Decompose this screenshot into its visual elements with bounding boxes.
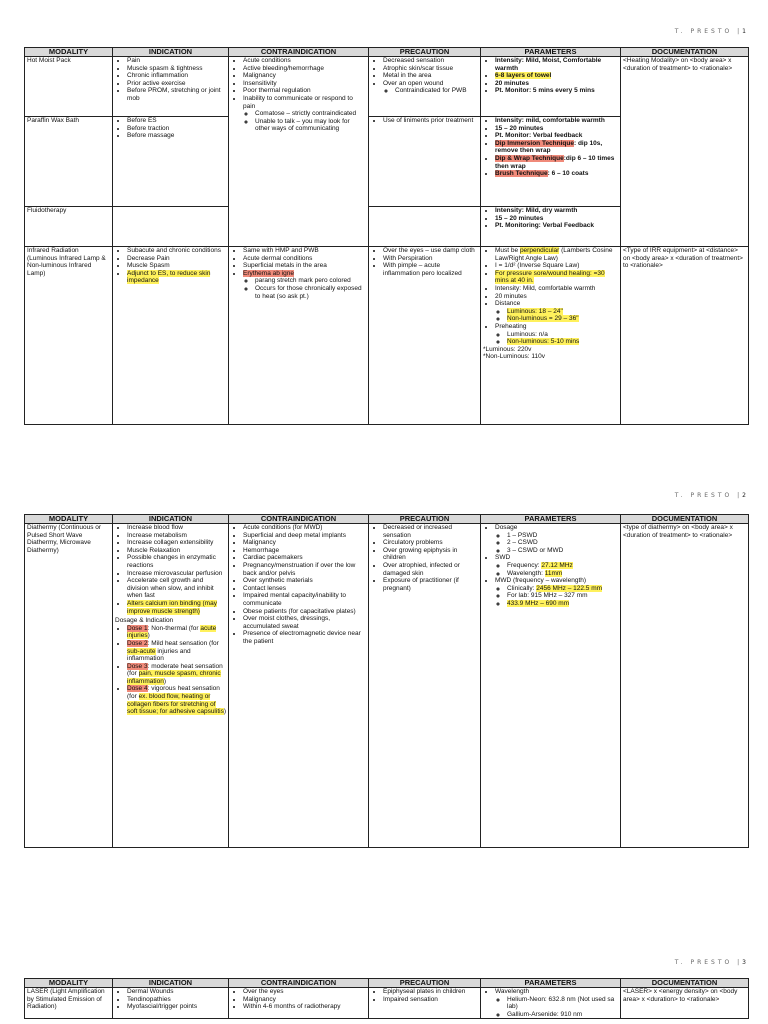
modality-table xyxy=(24,978,749,1019)
list-item: ◦ Gallium-Arsenide: 910 nm xyxy=(507,1011,618,1019)
list-item-text: SWD xyxy=(495,554,511,562)
list-item: • Before traction xyxy=(127,125,226,133)
table-header-row xyxy=(25,48,749,57)
list-item: • Pt. Monitor: Verbal feedback xyxy=(495,132,618,140)
list-item: ◦ Occurs for those chronically exposed to heat (so ask pt.) xyxy=(255,285,366,300)
list-item xyxy=(127,270,226,285)
list-item: • Circulatory problems xyxy=(383,539,478,547)
list-item: • Pregnancy/menstruation if over the low back and/or pelvis xyxy=(243,562,366,577)
highlight: Erythema ab igne xyxy=(243,269,294,277)
list-item xyxy=(507,570,618,578)
list-item-text: : moderate heat sensation (for xyxy=(127,662,223,678)
list-item: • Decrease Pain xyxy=(127,255,226,263)
documentation-cell: <Type of IRR equipment> at <distance> on <body area> x <duration of treatment> to <rationale> xyxy=(621,247,749,425)
list-item xyxy=(127,640,226,663)
highlight: Non-luminous: 5-10 mins xyxy=(507,338,580,346)
col-indication: INDICATION xyxy=(113,979,229,988)
highlight: Dose 3 xyxy=(127,662,148,670)
parameters-cell xyxy=(481,57,621,117)
indication-cell xyxy=(113,524,229,848)
list-item-text: Dosage xyxy=(495,524,518,531)
list-item-text: Preheating xyxy=(495,322,527,330)
col-indication: INDICATION xyxy=(113,48,229,57)
list-item: • Intensity: mild, comfortable warmth xyxy=(495,117,618,125)
list-item: • Increase blood flow xyxy=(127,524,226,532)
list-item xyxy=(495,300,618,323)
list-item xyxy=(127,685,226,715)
list-item: • Chronic inflammation xyxy=(127,72,226,80)
list-item: • Before PROM, stretching or joint mob xyxy=(127,87,226,102)
list-item: • Muscle spasm & tightness xyxy=(127,65,226,73)
list-item: • Muscle Spasm xyxy=(127,262,226,270)
modality-cell: Hot Moist Pack xyxy=(25,57,113,117)
list-item: • Increase collagen extensibility xyxy=(127,539,226,547)
list-item: ◦ For lab: 915 MHz – 327 mm xyxy=(507,592,618,600)
list-item xyxy=(507,562,618,570)
list-item-text: (Lamberts Cosine Law/Right Angle Law) xyxy=(495,247,613,262)
list-item xyxy=(495,247,618,262)
list-item xyxy=(495,170,618,178)
page-header: T. PRESTO |2 xyxy=(674,492,746,499)
highlight: perpendicular xyxy=(519,247,560,254)
page-header: T. PRESTO |3 xyxy=(674,959,746,966)
highlight: 27.12 MHz xyxy=(541,561,573,569)
list-item-text: ) xyxy=(163,677,167,685)
documentation-cell: <type of diathermy> on <body area> x <duration of treatment> to <rationale> xyxy=(621,524,749,848)
col-indication: INDICATION xyxy=(113,515,229,524)
documentation-cell: <Heating Modality> on <body area> x <duration of treatment> to <rationale> xyxy=(621,57,749,247)
list-item: • Pt. Monitor: 5 mins every 5 mins xyxy=(495,87,618,95)
list-item xyxy=(243,95,366,133)
highlight: Dose 1 xyxy=(127,624,148,632)
list-item: • Over atrophied, infected or damaged skin xyxy=(383,562,478,577)
list-item: • Use of liniments prior treatment xyxy=(383,117,478,125)
highlight: sub-acute xyxy=(127,647,156,655)
list-item xyxy=(507,600,618,608)
highlight: Luminous: 18 – 24" xyxy=(507,307,563,315)
highlight: acute injuries xyxy=(127,624,217,640)
parameters-cell xyxy=(481,247,621,425)
list-item: • I = 1/d² (Inverse Square Law) xyxy=(495,262,618,270)
col-modality: MODALITY xyxy=(25,48,113,57)
list-item: • 20 minutes xyxy=(495,293,618,301)
list-item xyxy=(495,72,618,80)
list-item: • Increase metabolism xyxy=(127,532,226,540)
list-item: • Insensitivity xyxy=(243,80,366,88)
parameters-cell xyxy=(481,207,621,247)
list-item: • Decreased or increased sensation xyxy=(383,524,478,539)
col-documentation: DOCUMENTATION xyxy=(621,979,749,988)
list-item: • Metal in the area xyxy=(383,72,478,80)
list-item: • Intensity: Mild, Moist, Comfortable warmth xyxy=(495,57,618,72)
list-item: • Before ES xyxy=(127,117,226,125)
list-item: • Over growing epiphysis in children xyxy=(383,547,478,562)
parameters-cell xyxy=(481,524,621,848)
list-item-text: : vigorous heat sensation (for xyxy=(127,685,220,701)
precaution-cell xyxy=(369,207,481,247)
note: *Luminous: 220v xyxy=(483,345,532,353)
list-item: • Impaired sensation xyxy=(383,996,478,1004)
list-item: ◦ parang stretch mark pero colored xyxy=(255,277,366,285)
list-item: • Accelerate cell growth and division when slow, and inhibit when fast xyxy=(127,577,226,600)
list-item xyxy=(495,554,618,577)
col-precaution: PRECAUTION xyxy=(369,48,481,57)
list-item-text: MWD (frequency – wavelength) xyxy=(495,577,587,585)
col-documentation: DOCUMENTATION xyxy=(621,48,749,57)
col-precaution: PRECAUTION xyxy=(369,515,481,524)
list-item xyxy=(243,270,366,300)
table-header-row xyxy=(25,979,749,988)
list-item: ◦ Helium-Neon: 632.8 nm (Not used sa lab) xyxy=(507,996,618,1011)
table-row xyxy=(25,247,749,425)
list-item: • 15 – 20 minutes xyxy=(495,125,618,133)
list-item xyxy=(127,625,226,640)
col-contraindication: CONTRAINDICATION xyxy=(229,48,369,57)
highlight: For pressure sore/wound healing: =30 mins at 40 in. xyxy=(495,269,605,285)
list-item: • Atrophic skin/scar tissue xyxy=(383,65,478,73)
highlight: ex. blood flow, heating or collagen fibers for stretching of soft tissue; for adhesive capsulitis xyxy=(127,693,224,716)
precaution-cell xyxy=(369,117,481,207)
list-item: • Superficial and deep metal implants xyxy=(243,532,366,540)
list-item: • Possible changes in enzymatic reactions xyxy=(127,554,226,569)
list-item: • Increase microvascular perfusion xyxy=(127,570,226,578)
list-item-text: ) xyxy=(223,708,226,716)
list-item: • Epiphyseal plates in children xyxy=(383,988,478,996)
list-item: • Cardiac pacemakers xyxy=(243,554,366,562)
list-item: • Acute dermal conditions xyxy=(243,255,366,263)
contraindication-cell xyxy=(229,524,369,848)
highlight: Brush Technique xyxy=(495,170,548,178)
list-item: • Presence of electromagnetic device near the patient xyxy=(243,630,366,645)
list-item-text: Wavelength xyxy=(495,988,530,995)
list-item-text: ) xyxy=(147,632,150,640)
list-item xyxy=(495,140,618,155)
list-item: ◦ Luminous: n/a xyxy=(507,331,618,339)
highlight: 2456 MHz – 122.5 mm xyxy=(536,584,603,592)
list-item: ◦ Unable to talk – you may look for other ways of communicating xyxy=(255,118,366,133)
list-item-text: Frequency: xyxy=(507,561,542,569)
precaution-cell xyxy=(369,988,481,1019)
list-item-text: Clinically: xyxy=(507,584,537,592)
contraindication-cell xyxy=(229,988,369,1019)
precaution-cell xyxy=(369,57,481,117)
list-item: • Poor thermal regulation xyxy=(243,87,366,95)
table-header-row xyxy=(25,515,749,524)
note: *Non-Luminous: 110v xyxy=(483,353,546,361)
list-item-text: : 6 – 10 coats xyxy=(547,170,589,178)
modality-cell: LASER (Light Amplification by Stimulated Emission of Radiation) xyxy=(25,988,113,1019)
table-row xyxy=(25,988,749,1019)
list-item: • Acute conditions (for MWD) xyxy=(243,524,366,532)
table-row xyxy=(25,524,749,848)
list-item: • Superficial metals in the area xyxy=(243,262,366,270)
list-item: • Over the eyes – use damp cloth xyxy=(383,247,478,255)
highlight: pain, muscle spasm, chronic inflammation xyxy=(127,670,221,685)
list-item: • With Perspiration xyxy=(383,255,478,263)
modality-cell: Fluidotherapy xyxy=(25,207,113,247)
list-item xyxy=(495,155,618,170)
col-modality: MODALITY xyxy=(25,979,113,988)
indication-cell xyxy=(113,247,229,425)
highlight: 433.9 MHz – 690 mm xyxy=(507,599,570,607)
list-item xyxy=(495,988,618,1018)
list-item: ◦ 2 – CSWD xyxy=(507,539,618,547)
list-item: • Intensity: Mild, dry warmth xyxy=(495,207,618,215)
list-item: • Pt. Monitoring: Verbal Feedback xyxy=(495,222,618,230)
page-header: T. PRESTO |1 xyxy=(674,28,746,35)
indication-cell xyxy=(113,207,229,247)
subheading: Dosage & Indication xyxy=(115,617,174,625)
list-item-text: Distance xyxy=(495,300,521,308)
highlight: 6-8 layers of towel xyxy=(495,72,552,80)
list-item: • Tendinopathies xyxy=(127,996,226,1004)
list-item: • 20 minutes xyxy=(495,80,618,88)
highlight: Adjunct to ES, to reduce skin impedance xyxy=(127,269,211,285)
list-item: • Intensity: Mild, comfortable warmth xyxy=(495,285,618,293)
list-item: • Hemorrhage xyxy=(243,547,366,555)
list-item xyxy=(495,270,618,285)
list-item: • Acute conditions xyxy=(243,57,366,65)
list-item: ◦ 3 – CSWD or MWD xyxy=(507,547,618,555)
list-item-text: : Non-thermal (for xyxy=(147,624,201,632)
modality-cell: Infrared Radiation (Luminous Infrared Lamp & Non-luminous Infrared Lamp) xyxy=(25,247,113,425)
precaution-cell xyxy=(369,524,481,848)
list-item xyxy=(495,577,618,607)
highlight: Non-luminous = 29 – 36" xyxy=(507,315,579,323)
list-item-text: : Mild heat sensation (for xyxy=(147,639,219,647)
col-documentation: DOCUMENTATION xyxy=(621,515,749,524)
list-item: • Contact lenses xyxy=(243,585,366,593)
list-item: • Muscle Relaxation xyxy=(127,547,226,555)
list-item: • Decreased sensation xyxy=(383,57,478,65)
indication-cell xyxy=(113,988,229,1019)
list-item: • Malignancy xyxy=(243,996,366,1004)
highlight: 11mm xyxy=(544,569,563,577)
list-item xyxy=(507,315,618,323)
list-item: • Over the eyes xyxy=(243,988,366,996)
list-item xyxy=(495,524,618,554)
highlight: Dip & Wrap Technique xyxy=(495,154,564,162)
list-item: ◦ Comatose – strictly contraindicated xyxy=(255,110,366,118)
col-precaution: PRECAUTION xyxy=(369,979,481,988)
col-parameters: PARAMETERS xyxy=(481,979,621,988)
indication-cell xyxy=(113,57,229,117)
list-item: • Malignancy xyxy=(243,72,366,80)
highlight: Dip Immersion Technique xyxy=(495,139,574,147)
list-item: • Subacute and chronic conditions xyxy=(127,247,226,255)
parameters-cell xyxy=(481,988,621,1019)
col-parameters: PARAMETERS xyxy=(481,515,621,524)
list-item: • Dermal Wounds xyxy=(127,988,226,996)
col-parameters: PARAMETERS xyxy=(481,48,621,57)
modality-table xyxy=(24,47,749,425)
list-item: • Myofascial/trigger points xyxy=(127,1003,226,1011)
col-contraindication: CONTRAINDICATION xyxy=(229,979,369,988)
list-item: • Over moist clothes, dressings, accumulated sweat xyxy=(243,615,366,630)
list-item xyxy=(507,308,618,316)
modality-table xyxy=(24,514,749,848)
indication-cell xyxy=(113,117,229,207)
col-contraindication: CONTRAINDICATION xyxy=(229,515,369,524)
contraindication-cell xyxy=(229,247,369,425)
list-item: • Same with HMP and PWB xyxy=(243,247,366,255)
list-item-text: Wavelength: xyxy=(507,569,545,577)
list-item xyxy=(507,585,618,593)
table-row xyxy=(25,57,749,117)
list-item: • Before massage xyxy=(127,132,226,140)
documentation-cell: <LASER> x <energy density> on <body area> x <duration> to <rationale> xyxy=(621,988,749,1019)
list-item: • Within 4-6 months of radiotherapy xyxy=(243,1003,366,1011)
list-item: ◦ Contraindicated for PWB xyxy=(395,87,478,95)
list-item-text: injuries and inflammation xyxy=(127,647,191,663)
highlight: Alters calcium ion binding (may improve muscle strength) xyxy=(127,599,217,615)
col-modality: MODALITY xyxy=(25,515,113,524)
list-item: • Malignancy xyxy=(243,539,366,547)
contraindication-cell xyxy=(229,57,369,247)
list-item: • Obese patients (for capacitative plates) xyxy=(243,608,366,616)
modality-cell: Diathermy (Continuous or Pulsed Short Wave Diathermy, Microwave Diathermy) xyxy=(25,524,113,848)
list-item-text: Inability to communicate or respond to pain xyxy=(243,94,353,110)
list-item xyxy=(495,323,618,346)
list-item xyxy=(507,338,618,346)
list-item xyxy=(127,663,226,686)
list-item-text: :dip 6 – 10 times then wrap xyxy=(495,154,615,170)
list-item-text: Must be xyxy=(495,247,520,254)
list-item: • With pimple – acute inflammation pero localized xyxy=(383,262,478,277)
list-item: • Prior active exercise xyxy=(127,80,226,88)
list-item: • Exposure of practitioner (if pregnant) xyxy=(383,577,478,592)
list-item: • Active bleeding/hemorrhage xyxy=(243,65,366,73)
list-item xyxy=(383,80,478,95)
list-item: • Impaired mental capacity/inability to communicate xyxy=(243,592,366,607)
list-item-text: Over an open wound xyxy=(383,79,444,87)
list-item-text: : dip 10s, remove then wrap xyxy=(495,139,603,155)
list-item: • 15 – 20 minutes xyxy=(495,215,618,223)
list-item: ◦ 1 – PSWD xyxy=(507,532,618,540)
modality-cell: Paraffin Wax Bath xyxy=(25,117,113,207)
list-item: • Over synthetic materials xyxy=(243,577,366,585)
parameters-cell xyxy=(481,117,621,207)
list-item xyxy=(127,600,226,615)
list-item: • Pain xyxy=(127,57,226,65)
highlight: Dose 4 xyxy=(127,685,148,693)
precaution-cell xyxy=(369,247,481,425)
highlight: Dose 2 xyxy=(127,639,148,647)
